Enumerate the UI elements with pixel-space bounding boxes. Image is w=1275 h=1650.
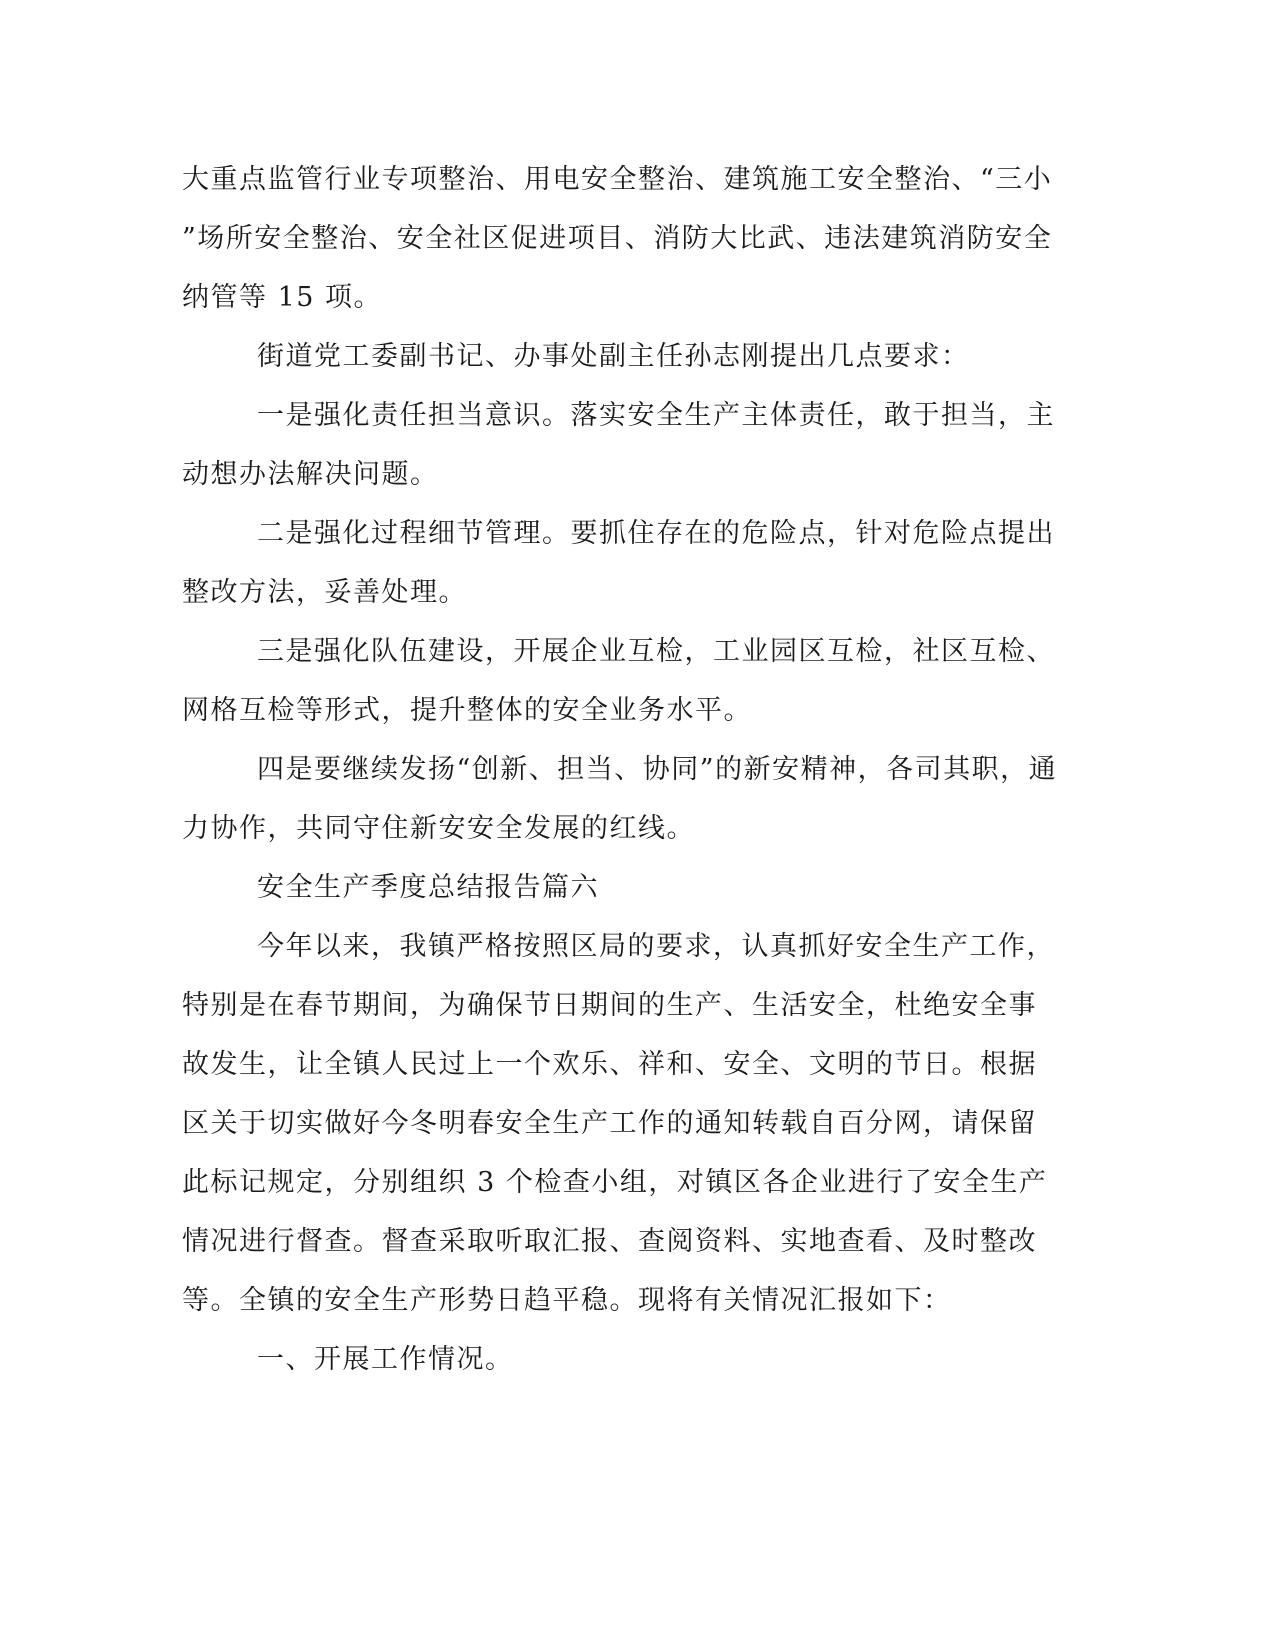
text-line: 故发生，让全镇人民过上一个欢乐、祥和、安全、文明的节日。根据 bbox=[182, 1049, 1037, 1080]
text-line: 特别是在春节期间，为确保节日期间的生产、生活安全，杜绝安全事 bbox=[182, 990, 1037, 1021]
paragraph-start: 今年以来，我镇严格按照区局的要求，认真抓好安全生产工作， bbox=[257, 931, 1055, 962]
text-line: 区关于切实做好今冬明春安全生产工作的通知转载自百分网，请保留 bbox=[182, 1108, 1037, 1139]
paragraph-start: 二是强化过程细节管理。要抓住存在的危险点，针对危险点提出 bbox=[257, 518, 1055, 549]
text-line: 动想办法解决问题。 bbox=[182, 459, 439, 490]
text-line: ”场所安全整治、安全社区促进项目、消防大比武、违法建筑消防安全 bbox=[182, 223, 1053, 254]
text-line: 网格互检等形式，提升整体的安全业务水平。 bbox=[182, 695, 752, 726]
text-line: 此标记规定，分别组织 3 个检查小组，对镇区各企业进行了安全生产 bbox=[182, 1167, 1048, 1198]
paragraph-start: 街道党工委副书记、办事处副主任孙志刚提出几点要求： bbox=[257, 341, 970, 372]
section-heading: 一、开展工作情况。 bbox=[257, 1344, 514, 1375]
paragraph-start: 四是要继续发扬“创新、担当、协同”的新安精神，各司其职，通 bbox=[257, 754, 1058, 785]
text-line: 情况进行督查。督查采取听取汇报、查阅资料、实地查看、及时整改 bbox=[182, 1226, 1037, 1257]
paragraph-start: 一是强化责任担当意识。落实安全生产主体责任，敢于担当，主 bbox=[257, 400, 1055, 431]
section-heading: 安全生产季度总结报告篇六 bbox=[257, 872, 599, 903]
text-line: 等。全镇的安全生产形势日趋平稳。现将有关情况汇报如下： bbox=[182, 1285, 952, 1316]
text-line: 大重点监管行业专项整治、用电安全整治、建筑施工安全整治、“三小 bbox=[182, 164, 1053, 195]
text-line: 纳管等 15 项。 bbox=[182, 282, 383, 313]
text-line: 整改方法，妥善处理。 bbox=[182, 577, 467, 608]
paragraph-start: 三是强化队伍建设，开展企业互检，工业园区互检，社区互检、 bbox=[257, 636, 1055, 667]
text-line: 力协作，共同守住新安安全发展的红线。 bbox=[182, 813, 695, 844]
